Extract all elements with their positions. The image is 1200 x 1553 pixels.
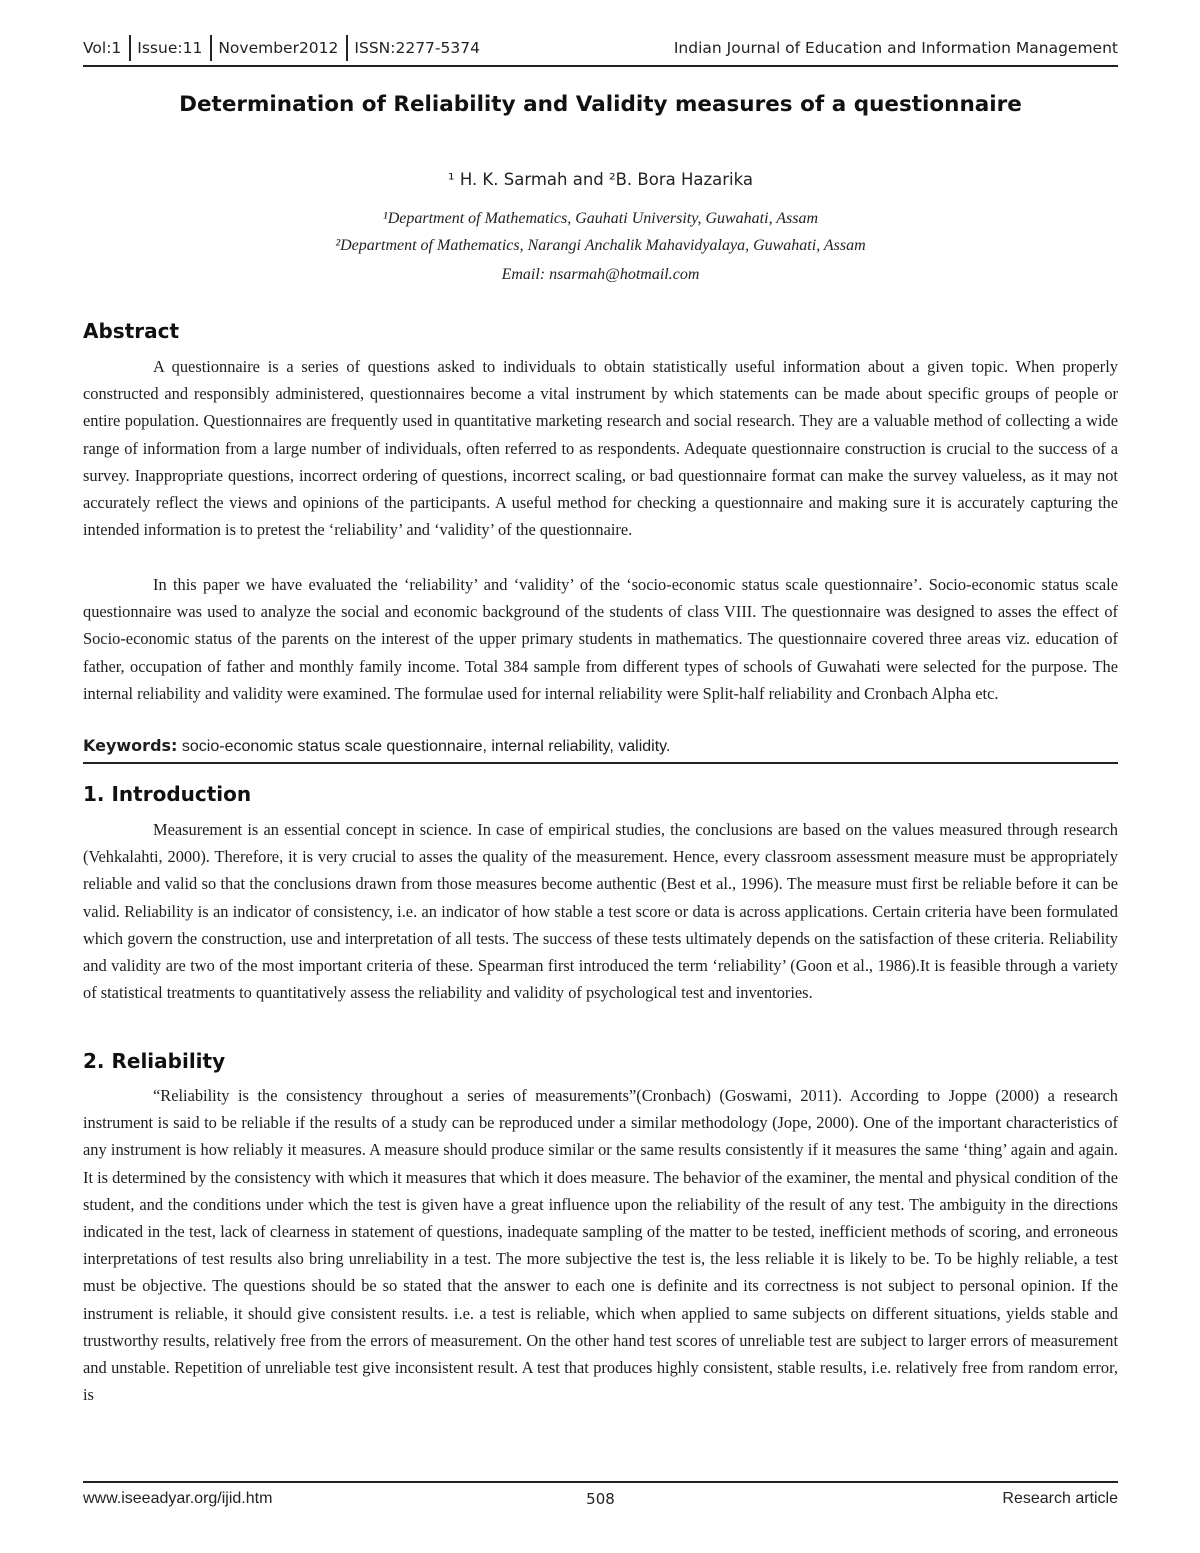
reliability-paragraph: “Reliability is the consistency throughout a series of measurements”(Cronbach) (Goswami, 2011). According to Joppe (2000) a research instrument is said to be reliable if the results of a study can be reproduced under a similar methodology (Jope, 2000). One of the important characteristics of any instrument is how reliably it measures. A measure should produce similar or the same results consistently if it measures the same ‘thing’ again and again. It is determined by the consistency with which it measures that which it does measure. The behavior of the examiner, the mental and physical condition of the student, and the conditions under which the test is given have a great influence upon the reliability of the result of any test. The ambiguity in the directions indicated in the test, lack of clearness in statement of questions, inadequate sampling of the matter to be tested, inefficient methods of scoring, and erroneous interpretations of test results also bring unreliability in a test. The more subjective the test is, the less reliable it is likely to be. To be highly reliable, a test must be objective. The questions should be so stated that the answer to each one is definite and its correctness is not subject to personal opinion. If the instrument is reliable, it should give consistent results. i.e. a test is reliable, which when applied to same subjects on different situations, yields stable and trustworthy results, relatively free from the errors of measurement. On the other hand test scores of unreliable test are subject to larger errors of measurement and unstable. Repetition of unreliable test give inconsistent result. A test that produces highly consistent, stable results, i.e. relatively free from random error, is [83, 1086, 1119, 1405]
page-number: 508 [586, 1490, 615, 1508]
issue-metadata [83, 35, 488, 61]
abstract-paragraph-2: In this paper we have evaluated the ‘reliability’ and ‘validity’ of the ‘socio-economic status scale questionnaire’. Socio-economic status scale questionnaire was used to analyze the social and economic background of the students of class VIII. The questionnaire was designed to asses the effect of Socio-economic status of the parents on the interest of the upper primary students in mathematics. The questionnaire covered three areas viz. education of father, occupation of father and monthly family income. Total 384 sample from different types of schools of Guwahati were selected for the purpose. The internal reliability and validity were examined. The formulae used for internal reliability were Split-half reliability and Cronbach Alpha etc. [83, 575, 1118, 703]
footer-rule [83, 1481, 1118, 1483]
introduction-paragraph: Measurement is an essential concept in science. In case of empirical studies, the conclusions are based on the values measured through research (Vehkalahti, 2000). Therefore, it is very crucial to asses the quality of the measurement. Hence, every classroom assessment measure must be appropriately reliable and valid so that the conclusions drawn from those measures become authentic (Best et al., 1996). The measure must first be reliable before it can be valid. Reliability is an indicator of consistency, i.e. an indicator of how stable a test score or data is across applications. Certain criteria have been formulated which govern the construction, use and interpretation of all tests. The success of these tests ultimately depends on the satisfaction of these criteria. Reliability and validity are two of the most important criteria of these. Spearman first introduced the term ‘reliability’ (Goon et al., 1986).It is feasible through a variety of statistical treatments to quantitatively assess the reliability and validity of psychological test and inventories. [83, 820, 1118, 1003]
section-rule [83, 762, 1118, 764]
page-footer [83, 1490, 1118, 1514]
abstract-heading: Abstract [83, 319, 180, 343]
abstract-paragraph-1: A questionnaire is a series of questions asked to individuals to obtain statistically useful information about a given topic. When properly constructed and responsibly administered, questionnaires become a vital instrument by which statements can be made about specific groups of people or entire population. Questionnaires are frequently used in quantitative marketing research and social research. They are a valuable method of collecting a wide range of information from a large number of individuals, often referred to as respondents. Adequate questionnaire construction is crucial to the success of a survey. Inappropriate questions, incorrect ordering of questions, incorrect scaling, or bad questionnaire format can make the survey valueless, as it may not accurately reflect the views and opinions of the participants. A useful method for checking a questionnaire and making sure it is accurately capturing the intended information is to pretest the ‘reliability’ and ‘validity’ of the questionnaire. [83, 357, 1118, 540]
volume-label: Vol:1 [83, 39, 122, 57]
header-rule [83, 65, 1118, 67]
author-list: ¹ H. K. Sarmah and ²B. Bora Hazarika [447, 170, 754, 189]
affiliation-1: ¹Department of Mathematics, Gauhati University, Guwahati, Assam [382, 210, 819, 227]
running-header [83, 30, 1118, 60]
keywords-line [83, 736, 1118, 756]
article-type: Research article [1002, 1490, 1118, 1507]
issue-label: Issue:11 [137, 39, 203, 57]
journal-name: Indian Journal of Education and Information Management [673, 39, 1118, 57]
affiliation-2: ²Department of Mathematics, Narangi Anchalik Mahavidyalaya, Guwahati, Assam [335, 237, 866, 254]
introduction-heading: 1. Introduction [83, 782, 252, 806]
date-label: November2012 [218, 39, 339, 57]
contact-email: Email: nsarmah@hotmail.com [501, 266, 700, 283]
reliability-heading: 2. Reliability [83, 1049, 226, 1073]
keywords-label: Keywords: [83, 736, 178, 755]
keywords-text: socio-economic status scale questionnaire, internal reliability, validity. [177, 738, 671, 755]
paper-title: Determination of Reliability and Validity measures of a questionnaire [179, 92, 1022, 117]
issn-label: ISSN:2277-5374 [354, 39, 480, 57]
journal-url-link[interactable]: www.iseeadyar.org/ijid.htm [83, 1490, 273, 1507]
